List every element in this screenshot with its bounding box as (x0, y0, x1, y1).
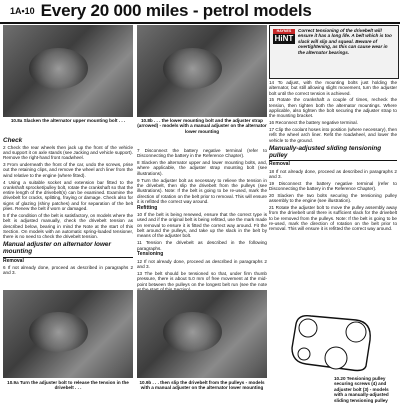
heading-manual-adjuster: Manual adjuster on alternator lower mounting (3, 241, 111, 256)
text-column-3 (269, 80, 397, 233)
paragraph-11: 11 Tension the drivebelt as described in the following paragraphs. (137, 240, 267, 251)
haynes-hint-box (269, 25, 399, 79)
paragraph-17: 17 Clip the coolant hoses into position (where necessary), then refit the wheel arch liner. Refit the roadwheel, and lower the vehicle to the ground. (269, 127, 397, 143)
paragraph-6: 6 If not already done, proceed as described in paragraphs 2 and 3. (3, 265, 133, 276)
paragraph-3: 3 From underneath the front of the car, undo the screws, prise out the retaining clips, and remove the wheel arch liner from the wind relative to the engine (where fitted). (3, 162, 133, 178)
hint-text: Correct tensioning of the drivebelt will ensure it has a long life. A belt which is too slack will slip and squeal. Beware of overtightening, as this can cause wear in the alternator bearings. (298, 28, 392, 55)
paragraph-8: 8 Slacken the alternator upper and lower mounting bolts, and, where applicable, the adjuster strap mounting bolt (see illustrations). (137, 160, 267, 176)
photo-10-9b (137, 290, 267, 378)
photo-10-9a (3, 290, 133, 378)
text-column-1 (3, 135, 133, 277)
photo-10-8b (137, 25, 267, 117)
pulley-upper-left (299, 319, 317, 337)
heading-check: Check (3, 136, 23, 144)
paragraph-15: 15 Rotate the crankshaft a couple of times, recheck the tension, then tighten both the alternator mountings. Where applicable, also tighten the bolt securing the adjuster strap to the mounting bracket. (269, 97, 397, 119)
subheading-removal: Removal (3, 257, 24, 264)
caption-10-9a: 10.9a Turn the adjuster bolt to release the tension in the drivebelt . . . (7, 380, 129, 391)
subheading-tensioning: Tensioning (137, 251, 164, 258)
paragraph-4: 4 Using a suitable socket and extension bar fitted to the crankshaft sprocket/pulley bolt, rotate the crankshaft so that the entire length of the drivebelt(s) can be examined. Examine the drivebelt for cracks, splitting, fraying or damage. Check also for signs of glazing (shiny patches) and for separation of the belt plies. Renew the belt if worn or damaged. (3, 179, 133, 212)
paragraph-10: 10 If the belt is being renewed, ensure that the correct type is used and if the original belt is being refitted, use the mark made on removal to ensure it is fitted the correct way around. Fit the belt around the pulleys, and take up the slack in the belt by means of the adjuster bolt. (137, 212, 267, 239)
paragraph-12: 12 If not already done, proceed as described in paragraphs 2 and 3. (137, 258, 267, 270)
pulley-crankshaft (325, 347, 347, 369)
paragraph-9: 9 Turn the adjuster bolt as necessary to relieve the tension in the drivebelt, then slip the drivebelt from the pulleys (see illustrations). Note: If the belt is going to be re-used, mark the direction of rotation on the belt prior to removal. This will ensure it is refitted the correct way around. (137, 177, 267, 204)
caption-10-8b: 10.8b . . . the lower mounting bolt and the adjuster strap (arrowed) - models with a manual adjuster on the alternator lower mounting (137, 118, 267, 134)
text-column-2 (137, 148, 267, 294)
page-title: Every 20 000 miles - petrol models (40, 1, 312, 20)
paragraph-2: 2 Check the rear wheels then jack up the front of the vehicle and support it on axle stands (see Jacking and vehicle support). Remove the right-hand front roadwheel. (3, 144, 133, 161)
caption-10-9b: 10.9b . . . then slip the drivebelt from the pulleys - models with a manual adjuster on the alternator lower mounting (139, 380, 265, 391)
paragraph-5: 5 If the condition of the belt is satisfactory, on models where the belt is adjusted manually, check the drivebelt tension as described below, bearing in mind the Note at the start of this Section. On models with an automatic spring-loaded tensioner, there is no need to check the drivebelt tension. (3, 212, 133, 240)
haynes-hint-logo (273, 29, 295, 44)
pulley-upper-right (346, 322, 366, 342)
paragraph-13: 13 The belt should be tensioned so that, under firm thumb pressure, there is about 5.0 mm of free movement at the mid-point between the pulleys on the longest belt run (see the note (137, 270, 267, 287)
pulley-tensioner (298, 348, 310, 360)
photo-10-8a (3, 25, 133, 117)
paragraph-16: 16 Reconnect the battery negative terminal. (269, 120, 358, 126)
page-number: 1A•10 (10, 6, 35, 16)
hint-badge-main: HiNT (274, 34, 294, 43)
paragraph-20: 20 Slacken the two bolts securing the tensioning pulley assembly to the engine (see illustration). (269, 193, 397, 204)
subheading-refitting: Refitting (137, 204, 158, 211)
hint-badge-top: HAYNES (273, 29, 295, 34)
paragraph-7: 7 Disconnect the battery negative terminal (refer to Disconnecting the battery in the Reference Chapter). (137, 148, 267, 159)
drivebelt-diagram (286, 312, 376, 374)
paragraph-19: 19 Disconnect the battery negative terminal (refer to Disconnecting the battery in the Reference Chapter). (269, 180, 397, 192)
paragraph-14: 14 To adjust, with the mounting bolts just holding the alternator, but still allowing slight movement, turn the adjuster bolt until the correct tension is achieved. (269, 80, 397, 96)
caption-10-8a: 10.8a Slacken the alternator upper mounting bolt . . . (10, 118, 126, 123)
caption-10-20: 10.20 Tensioning pulley securing screws (4) and adjuster bolt (3) - models with a manually-adjusted sliding tensioning pulley (334, 376, 389, 403)
heading-sliding-pulley: Manually-adjusted sliding tensioning pulley (269, 144, 382, 159)
page-header (0, 0, 400, 24)
paragraph-18: 18 If not already done, proceed as described in paragraphs 2 and 3. (269, 168, 397, 179)
subheading-removal: Removal (269, 161, 290, 168)
paragraph-21: 21 Rotate the adjuster bolt to move the pulley assembly away from the drivebelt until there is sufficient slack for the drivebelt to be removed from the pulleys. Note: If the belt is going to be re-used, mark the direction of rotation on the belt prior to removal. This will ensure it is refitted the correct way around. (269, 205, 397, 232)
